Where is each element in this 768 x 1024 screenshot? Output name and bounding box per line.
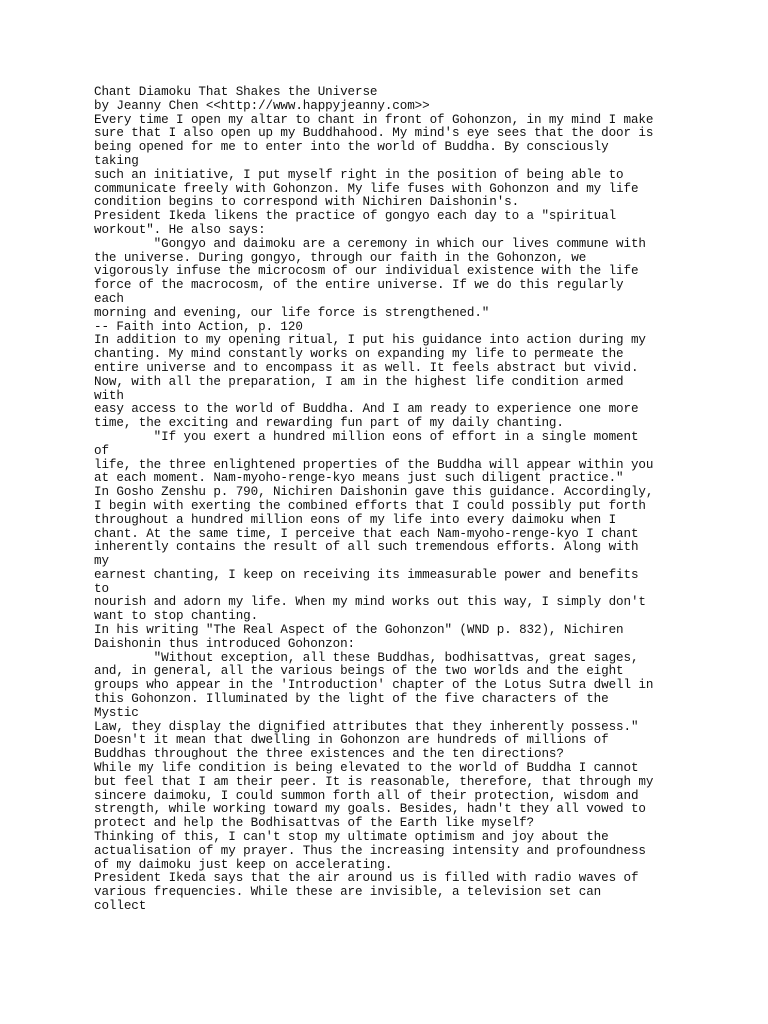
quote-line: "Gongyo and daimoku are a ceremony in which our lives commune with [94,236,646,251]
quote-line: "If you exert a hundred million eons of effort in a single moment [94,429,639,444]
text-line: sure that I also open up my Buddhahood. My mind's eye sees that the door is [94,126,654,141]
text-line: throughout a hundred million eons of my life into every daimoku when I [94,512,617,527]
text-line: I begin with exerting the combined efforts that I could possibly put forth [94,498,646,513]
text-line: Now, with all the preparation, I am in the highest life condition armed [94,374,624,389]
quote-line: "Without exception, all these Buddhas, bodhisattvas, great sages, [94,650,639,665]
text-line: In Gosho Zenshu p. 790, Nichiren Daishonin gave this guidance. Accordingly, [94,485,654,500]
text-line: earnest chanting, I keep on receiving its immeasurable power and benefits [94,567,639,582]
text-line: my [94,554,109,569]
text-line: with [94,388,124,403]
quote-line: of [94,443,109,458]
text-line: to [94,581,109,596]
text-line: communicate freely with Gohonzon. My life fuses with Gohonzon and my life [94,181,639,196]
quote-line: each [94,291,124,306]
text-line: condition begins to correspond with Nichiren Daishonin's. [94,195,520,210]
text-line [94,914,694,928]
text-line: Buddhas throughout the three existences and the ten directions? [94,747,564,762]
quote-line: life, the three enlightened properties of the Buddha will appear within you [94,457,654,472]
quote-line: the universe. During gongyo, through our faith in the Gohonzon, we [94,250,587,265]
text-line: entire universe and to encompass it as well. It feels abstract but vivid. [94,360,639,375]
text-line: actualisation of my prayer. Thus the increasing intensity and profoundness [94,843,646,858]
text-line: taking [94,153,139,168]
text-line: Doesn't it mean that dwelling in Gohonzon are hundreds of millions of [94,733,609,748]
quote-line: groups who appear in the 'Introduction' chapter of the Lotus Sutra dwell in [94,678,654,693]
text-line: but feel that I am their peer. It is reasonable, therefore, that through my [94,774,654,789]
text-line: Daishonin thus introduced Gohonzon: [94,636,356,651]
document-title: Chant Diamoku That Shakes the Universe [94,85,378,99]
text-line: While my life condition is being elevated to the world of Buddha I cannot [94,761,639,776]
quote-line: vigorously infuse the microcosm of our individual existence with the life [94,264,639,279]
text-line: workout". He also says: [94,222,266,237]
text-line: inherently contains the result of all such tremendous efforts. Along with [94,540,639,555]
quote-line: force of the macrocosm, of the entire universe. If we do this regularly [94,278,624,293]
text-line: Thinking of this, I can't stop my ultimate optimism and joy about the [94,830,609,845]
text-line: chant. At the same time, I perceive that each Nam-myoho-renge-kyo I chant [94,526,639,541]
quote-line: morning and evening, our life force is strengthened." [94,305,490,320]
citation-line: -- Faith into Action, p. 120 [94,319,303,334]
text-line: want to stop chanting. [94,609,259,624]
text-line: nourish and adorn my life. When my mind works out this way, I simply don't [94,595,646,610]
text-line: easy access to the world of Buddha. And I am ready to experience one more [94,402,639,417]
text-line: time, the exciting and rewarding fun part of my daily chanting. [94,416,564,431]
text-line: Every time I open my altar to chant in front of Gohonzon, in my mind I make [94,112,654,127]
quote-line: at each moment. Nam-myoho-renge-kyo means just such diligent practice." [94,471,624,486]
text-line: protect and help the Bodhisattvas of the Earth like myself? [94,816,534,831]
quote-line: this Gohonzon. Illuminated by the light of the five characters of the [94,692,609,707]
text-line: being opened for me to enter into the world of Buddha. By consciously [94,140,609,155]
text-line: collect [94,899,147,914]
quote-line: Law, they display the dignified attributes that they inherently possess." [94,719,639,734]
document-page [94,86,694,928]
quote-line: and, in general, all the various beings of the two worlds and the eight [94,664,624,679]
text-line: various frequencies. While these are invisible, a television set can [94,885,602,900]
text-line: In his writing "The Real Aspect of the Gohonzon" (WND p. 832), Nichiren [94,623,624,638]
text-line: In addition to my opening ritual, I put his guidance into action during my [94,333,646,348]
document-byline: by Jeanny Chen <<http://www.happyjeanny.com>> [94,98,430,113]
text-line: chanting. My mind constantly works on expanding my life to permeate the [94,347,624,362]
text-line: President Ikeda likens the practice of gongyo each day to a "spiritual [94,209,617,224]
text-line: sincere daimoku, I could summon forth all of their protection, wisdom and [94,788,639,803]
text-line: strength, while working toward my goals. Besides, hadn't they all vowed to [94,802,646,817]
text-line: President Ikeda says that the air around us is filled with radio waves of [94,871,639,886]
quote-line: Mystic [94,705,139,720]
text-line: such an initiative, I put myself right in the position of being able to [94,167,624,182]
text-line: of my daimoku just keep on accelerating. [94,857,393,872]
